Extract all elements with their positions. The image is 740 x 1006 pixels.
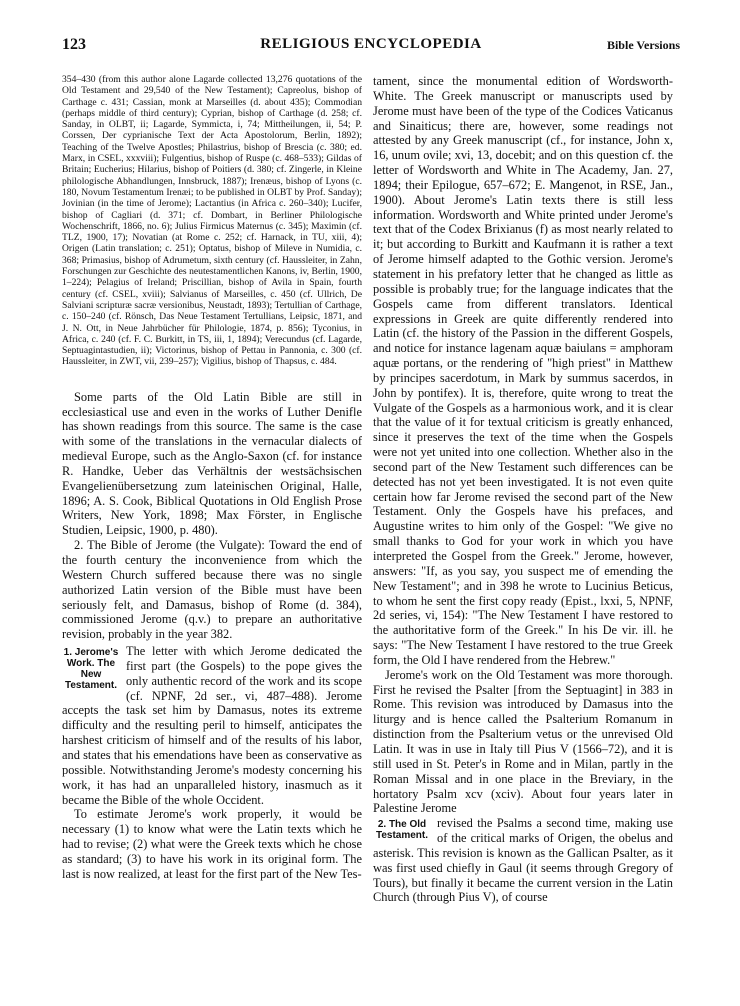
page-header	[62, 36, 680, 60]
jerome-work-block	[62, 644, 362, 807]
paragraph-old-testament: Jerome's work on the Old Testament was more thorough. First he revised the Psalter [from the Septuagint] in 383 in Rome. This revision was introduced by Damasus into the liturgy and is hence called the Psalterium Romanum in distinction from the Psalterium vetus or the unrevised Old Latin. It was in use in Italy till Pius V (1566–72), and it is still used in St. Peter's in Rome and in Milan, partly in the Roman Missal and in one place in the Breviary, in the hortatory Psalm xcv (xciv). About four years later in Palestine Jerome	[373, 667, 673, 816]
patristic-citations: 354–430 (from this author alone Lagarde collected 13,276 quotations of the Old Testament and 29,540 of the New Testament); Capreolus, bishop of Carthage c. 431; Cassian, monk at Marseilles (d. about 435); Commodian (perhaps middle of third century); Cyprian, bishop of Carthage (d. 258; cf. Sanday, in OLBT, ii; Lagarde, Symmicta, i, 74; Mittheilungen, ii, 54; P. Corssen, Der cyprianische Text der Acta Apostolorum, Berlin, 1892); Teaching of the Twelve Apostles; Philastrius, bishop of Brescia (c. 380; ed. Marx, in CSEL, xxxviii); Fulgentius, bishop of Ruspe (c. 468–533); Gildas of Britain; Eucherius; Hilarius, bishop of Poitiers (d. 380; cf. Zingerle, in Kleine philologische Abhandlungen, Innsbruck, 1887); Irenæus, bishop of Lyons (c. 180, Novum Testamentum Irenæi; to be published in OLBT by Prof. Sanday); Jovinian (in the time of Jerome); Lactantius (in Africa c. 260–340); Lucifer, bishop of Cagliari (d. 371; cf. Dombart, in Berliner Philologische Wochenschrift, 1866, no. 6); Julius Firmicus Maternus (c. 345); Maximin (cf. TLZ, 1900, 17); Novatian (at Rome c. 252; cf. Harnack, in TU, xiii, 4); Origen (Latin translation; c. 251); Optatus, bishop of Mileve in Numidia, c. 368; Primasius, bishop of Adrumetum, sixth century (cf. Haussleiter, in Zahn, Forschungen zur Geschichte des neutestamentlichen Kanons, iv, Berlin, 1900, 1–224); Pelagius of Ireland; Priscillian, bishop of Avila in Spain, fourth century (cf. CSEL, xviii); Salvianus of Marseilles, c. 450 (cf. Ullrich, De Salviani scripturæ sacræ versionibus, Neustadt, 1893); Tertullian of Carthage, c. 150–240 (cf. Rönsch, Das Neue Testament Tertullians, Leipsic, 1871, and J. N. Ott, in Neue Jahrbücher für Philologie, 1874, p. 856); Tyconius, in Africa, c. 240 (cf. F. C. Burkitt, in TS, iii, 1, 1894); Verecundus (cf. Lagarde, Septuagintastudien, ii); Victorinus, bishop of Pettau in Pannonia, c. 300 (cf. Haussleiter, in ZWT, vii, 239–257); Vigilius, bishop of Thapsus, c. 484.	[62, 74, 362, 368]
gallican-block	[373, 816, 673, 905]
paragraph-estimate: To estimate Jerome's work properly, it would be necessary (1) to know what were the Latin texts which he had to revise; (2) what were the Greek texts which he chose as standard; (3) to have his work in its original form. The last is now realized, at least for the first part of the New Tes-	[62, 807, 362, 881]
page-number: 123	[62, 36, 86, 53]
paragraph-vulgate-intro: 2. The Bible of Jerome (the Vulgate): Toward the end of the fourth century the inconvenience from which the Western Church suffered because there was no single authorized Latin version of the Bible must have been seriously felt, and Damasus, bishop of Rome (d. 384), commissioned Jerome (q.v.) to prepare an authoritative revision, probably in the year 382.	[62, 538, 362, 642]
sidehead-jerome-new-testament: 1. Jerome's Work. The New Testament.	[63, 647, 119, 692]
paragraph-jerome-work: The letter with which Jerome dedicated the first part (the Gospels) to the pope gives the only authentic record of the work and its scope (cf. NPNF, 2d ser., vi, 487–488). Jerome accepts the task set him by Damasus, notes its extreme difficulty and the resulting peril to himself, anticipates the harshest criticism of himself and of the results of his labor, and states that his emendations have been as conservative as possible. Notwithstanding Jerome's modesty concerning his work, it has had an unparalleled history, inasmuch as it became the Bible of the whole Occident.	[62, 644, 362, 807]
left-column	[62, 74, 362, 882]
paragraph-old-latin-usage: Some parts of the Old Latin Bible are still in ecclesiastical use and even in the works of Luther Denifle has shown readings from this source. The same is the case with some of the translations in the vernacular dialects of medieval Europe, such as the Anglo-Saxon (cf. for instance R. Handke, Ueber das Verhältnis der westsächsischen Evangelienübersetzung zum lateinischen Original, Halle, 1896; A. S. Cook, Biblical Quotations in Old English Prose Writers, New York, 1898; Max Förster, in Englische Studien, Leipsic, 1900, p. 480).	[62, 389, 362, 538]
sidehead-old-testament: 2. The Old Testament.	[375, 819, 429, 842]
paragraph-continuation: tament, since the monumental edition of Wordsworth-White. The Greek manuscript or manuscripts used by Jerome must have been of the type of the Codices Vaticanus and Sinaiticus; there are, however, some readings not attested by any Greek manuscript (cf., for instance, John x, 16, unum ovile; xvi, 13, docebit; and on this question cf. the letter of Wordsworth and White in The Academy, Jan. 27, 1894; their Epilogue, 657–672; E. Mangenot, in RSE, Jan., 1900). About Jerome's Latin texts there is still less information. Wordsworth and White printed under Jerome's text that of the Codex Brixianus (f) as most nearly related to it; but according to Burkitt and Kaufmann it is rather a text of Jerome himself adapted to the Gothic version. Jerome's statement in his prefatory letter that he changed as little as possible is probably true; for the language indicates that the Gospels came from different translators. Identical expressions in Greek are quite differently rendered into Latin (cf. the history of the Passion in the different Gospels, and notice for instance lagenam aquæ baiulans = amphoram aquæ portans, or the rendering of "high priest" in Matthew by principes sacerdotum, in Mark by summus sacerdos, in John by pontifex). It is, therefore, quite wrong to treat the Vulgate of the Gospels as a harmonious work, and it is clear that the value of it for textual criticism is greatly enhanced, since it preserves the text of the time when the Gospels were not yet united into one collection. Whether also in the second part of the New Testament such differences can be detected has not yet been investigated. It is not even quite certain how far Jerome revised the second part of the New Testament. Only the Gospels have his prefaces, and Augustine writes to him only of the Gospel: "We give no small thanks to God for your work in which you have interpreted the Gospel from the Greek." Jerome, however, answers: "If, as you say, you suspect me of emending the New Testament"; and in 398 he wrote to Lucinius Beticus, to whom he sent the first copy ready (Epist., lxxi, 5, NPNF, 2d series, vi, 154): "The New Testament I have restored to the authoritative form of the Greek." In his De vir. ill. he says: "The New Testament I have restored to the true Greek form, the Old I have rendered from the Hebrew."	[373, 74, 673, 667]
paragraph-gallican-psalter: revised the Psalms a second time, making use of the critical marks of Origen, the obelus and asterisk. This revision is known as the Gallican Psalter, as it was first used chiefly in Gaul (it seems through Gregory of Tours), but finally it became the current version in the Latin Church (through Pius V), of course	[373, 816, 673, 905]
section-heading: Bible Versions	[606, 38, 680, 52]
running-title: RELIGIOUS ENCYCLOPEDIA	[260, 36, 482, 52]
right-column	[373, 74, 673, 905]
